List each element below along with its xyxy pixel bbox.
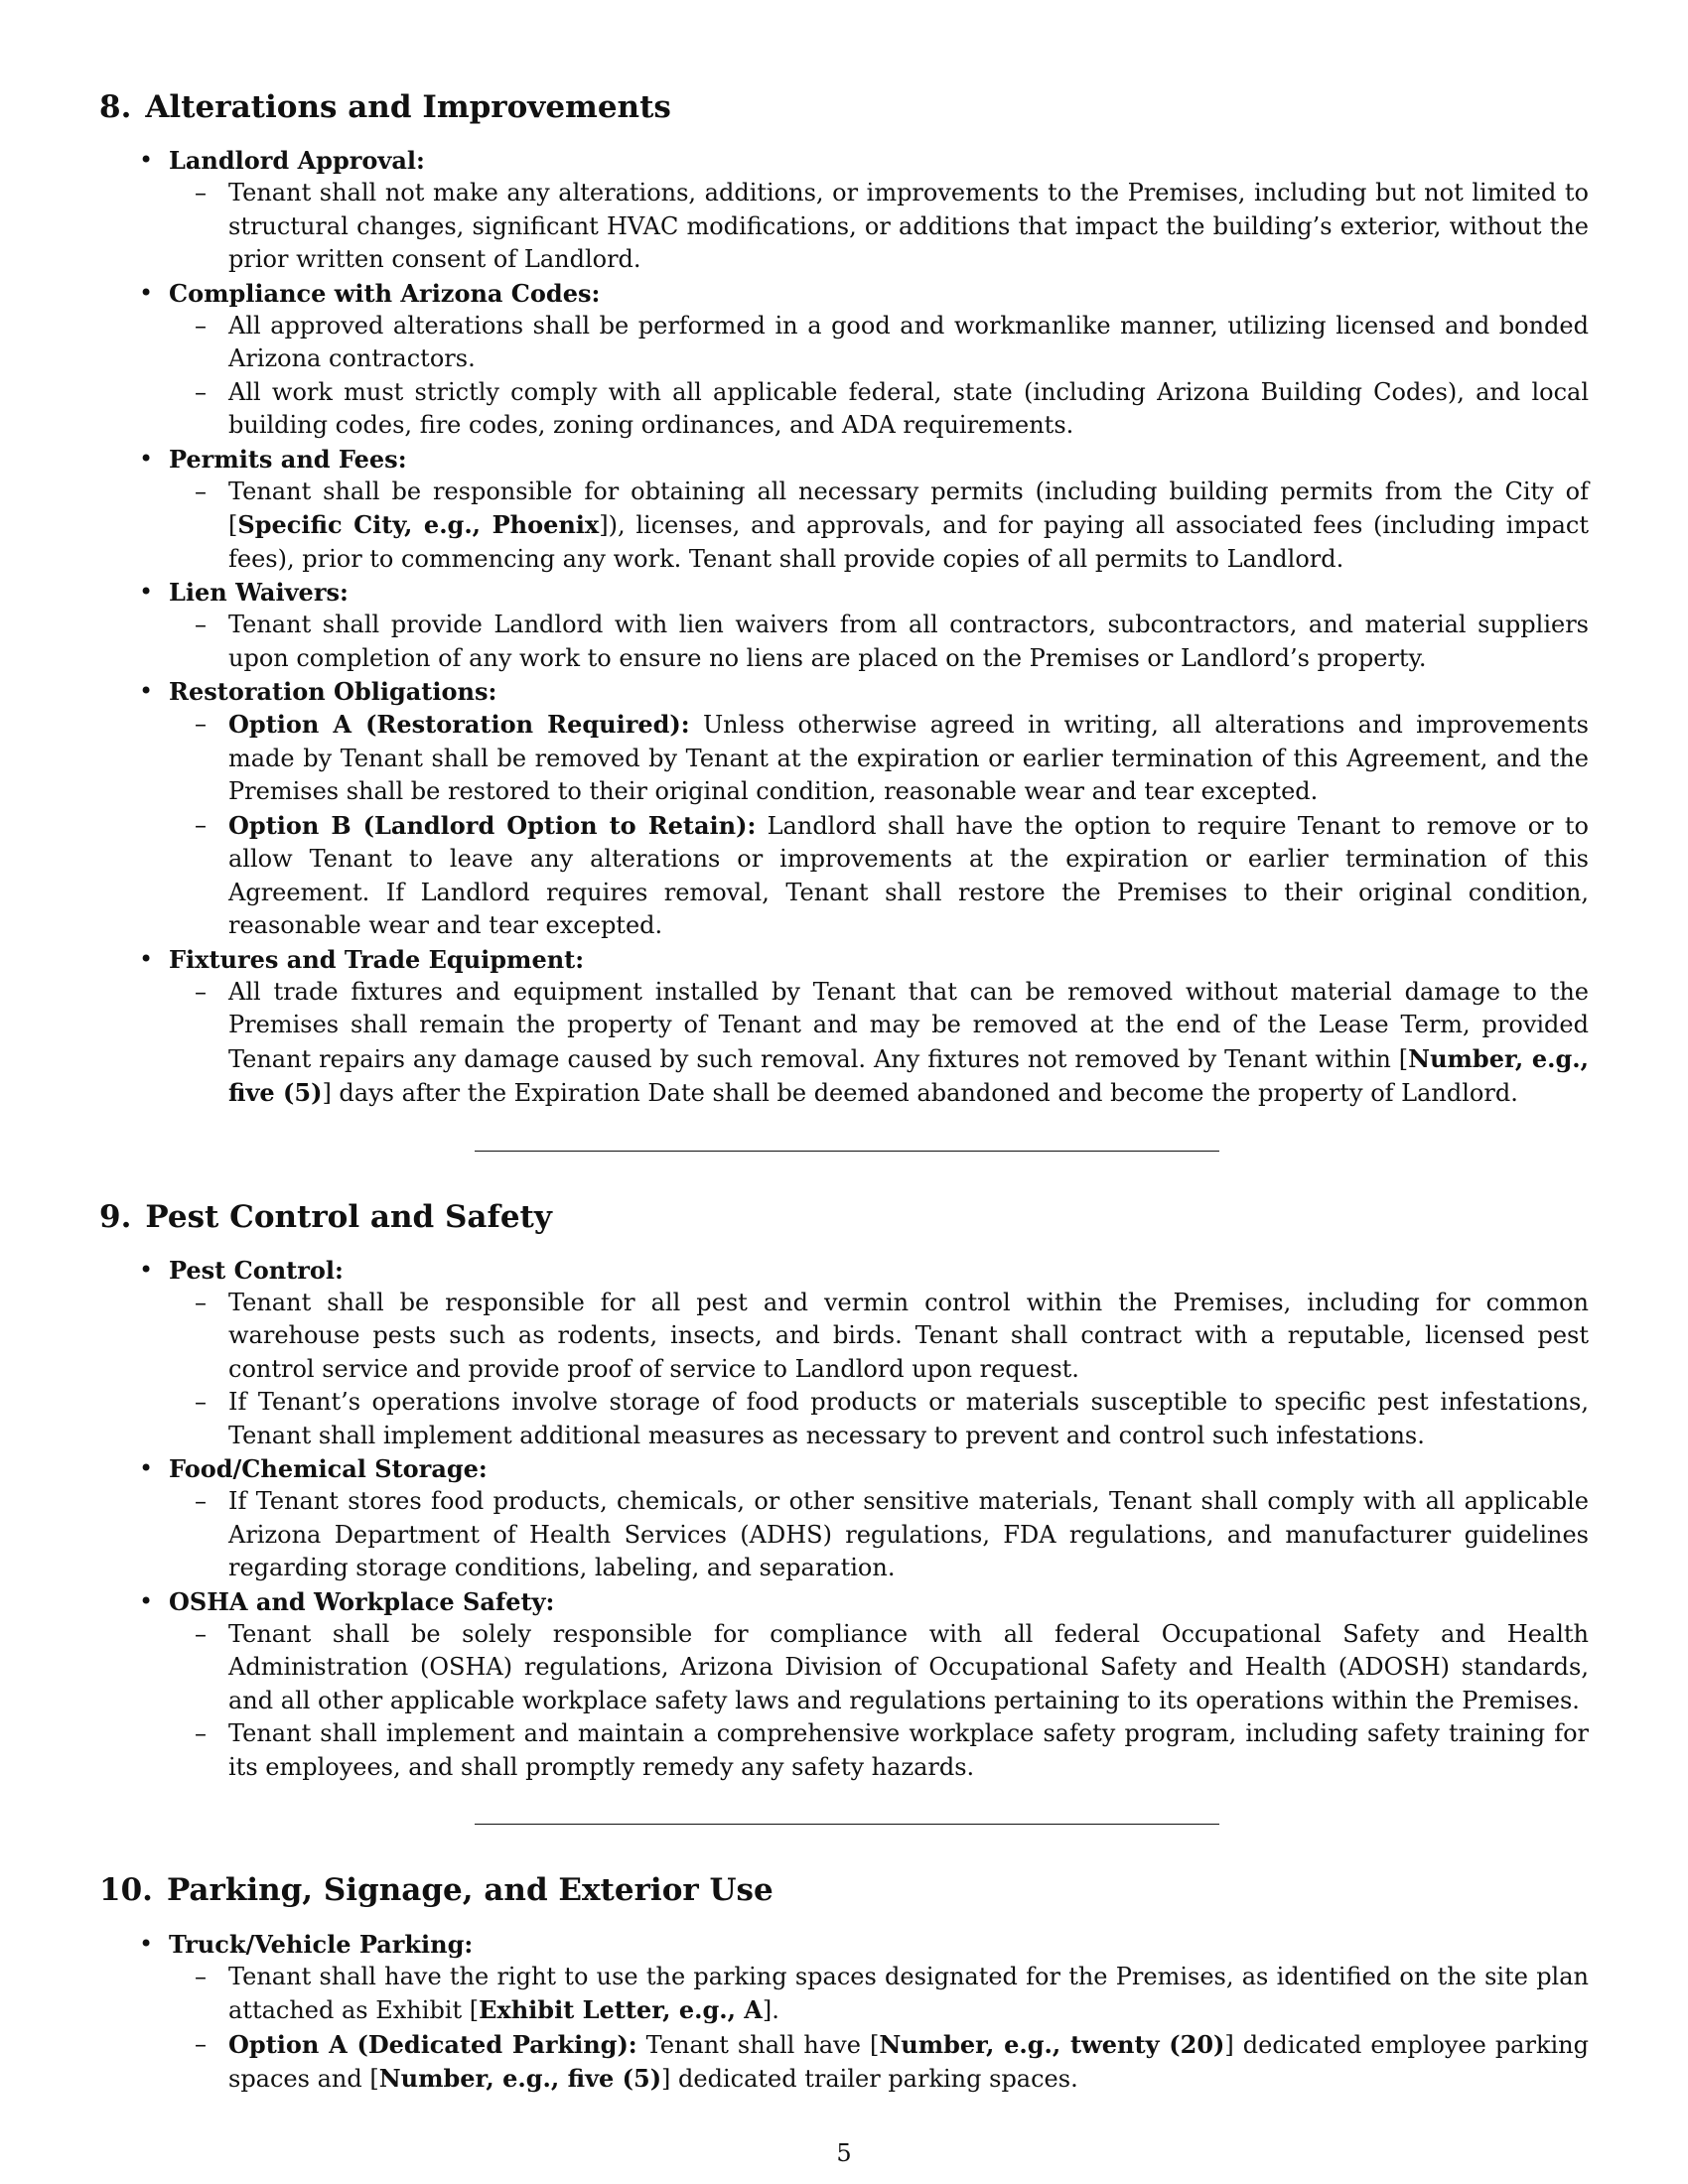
item-osha	[99, 1585, 1589, 1785]
sub-item: – All trade fixtures and equipment installed by Tenant that can be removed without material damage to the Premises shall remain the property of Tenant and may be removed at the end of the Lease Term, provided Tenant repairs any damage caused by such removal. Any fixtures not removed by Tenant within [Number, e.g., five (5)] days after the Expiration Date shall be deemed abandoned and become the property of Landlord.	[195, 977, 1590, 1108]
item-pest-control	[99, 1254, 1589, 1453]
section-number: 8.	[99, 89, 132, 125]
dash-icon: –	[195, 311, 207, 340]
bullet-icon: •	[139, 1929, 154, 1958]
sub-item: – Tenant shall be responsible for obtaining all necessary permits (including building permits from the City of [Specific City, e.g., Phoenix]), licenses, and approvals, and for paying all associated fees (including impact fees), prior to commencing any work. Tenant shall provide copies of all permits to Landlord.	[195, 477, 1589, 573]
sub-item: – Option A (Restoration Required): Unless otherwise agreed in writing, all alterations and improvements made by Tenant shall be removed by Tenant at the expiration or earlier termination of this Agreement, and the Premises shall be restored to their original condition, reasonable wear and tear excepted.	[195, 710, 1589, 806]
bold-run: Specific City, e.g., Phoenix	[237, 510, 600, 540]
document-page	[99, 89, 1589, 2097]
sub-item: – Tenant shall have the right to use the parking spaces designated for the Premises, as identified on the site plan attached as Exhibit [Exhibit Letter, e.g., A].	[195, 1962, 1589, 2025]
item-title: Truck/Vehicle Parking:	[169, 1929, 474, 1959]
dash-icon: –	[195, 179, 207, 207]
item-title: Fixtures and Trade Equipment:	[169, 944, 585, 974]
dash-icon: –	[195, 377, 207, 406]
bold-run: Option B (Landlord Option to Retain):	[228, 810, 757, 840]
item-permits	[99, 443, 1589, 577]
bullet-icon: •	[139, 1454, 154, 1483]
section-title: Alterations and Improvements	[145, 89, 671, 125]
dash-icon: –	[195, 1619, 207, 1648]
item-title: Compliance with Arizona Codes:	[169, 278, 601, 308]
section-title: Parking, Signage, and Exterior Use	[166, 1872, 774, 1909]
dash-icon: –	[195, 2029, 207, 2058]
bold-run: Number, e.g., five (5)	[378, 2064, 662, 2094]
item-title: Permits and Fees:	[169, 444, 407, 474]
section-8	[99, 89, 1589, 1111]
item-list	[99, 144, 1589, 1111]
item-food-chemical	[99, 1452, 1589, 1585]
item-restoration	[99, 675, 1589, 943]
section-number: 9.	[99, 1198, 132, 1235]
bold-run: Exhibit Letter, e.g., A	[479, 1995, 763, 2025]
bullet-icon: •	[139, 444, 154, 473]
item-title: Lien Waivers:	[169, 578, 349, 608]
sub-item: – Tenant shall implement and maintain a comprehensive workplace safety program, including safety training for its employees, and shall promptly remedy any safety hazards.	[195, 1719, 1589, 1781]
bold-run: Option A (Dedicated Parking):	[228, 2029, 637, 2059]
bold-run: Number, e.g., five (5)	[228, 1043, 1590, 1108]
section-9	[99, 1199, 1589, 1785]
item-list	[99, 1928, 1589, 2097]
item-title: Landlord Approval:	[169, 146, 425, 176]
sub-item: – Tenant shall be responsible for all pest and vermin control within the Premises, including for common warehouse pests such as rodents, insects, and birds. Tenant shall contract with a reputable, licensed pest control service and provide proof of service to Landlord upon request.	[195, 1288, 1589, 1383]
bullet-icon: •	[139, 1255, 154, 1284]
item-parking	[99, 1928, 1589, 2097]
section-number: 10.	[99, 1872, 153, 1909]
dash-icon: –	[195, 710, 207, 739]
sub-item: – If Tenant’s operations involve storage of food products or materials susceptible to specific pest infestations, Tenant shall implement additional measures as necessary to prevent and control such infestations.	[195, 1388, 1589, 1449]
item-title: Pest Control:	[169, 1255, 344, 1285]
dash-icon: –	[195, 1719, 207, 1748]
section-divider	[475, 1151, 1219, 1152]
dash-icon: –	[195, 1962, 207, 1990]
item-title: Restoration Obligations:	[169, 677, 497, 707]
bullet-icon: •	[139, 944, 154, 973]
section-10	[99, 1872, 1589, 2096]
dash-icon: –	[195, 477, 207, 505]
sub-item: – All approved alterations shall be performed in a good and workmanlike manner, utilizing licensed and bonded Arizona contractors.	[195, 311, 1589, 373]
item-lien-waivers	[99, 576, 1589, 675]
dash-icon: –	[195, 977, 207, 1006]
dash-icon: –	[195, 611, 207, 639]
sub-item: – Option B (Landlord Option to Retain): Landlord shall have the option to require Tenant to remove or to allow Tenant to leave any alterations or improvements at the expiration or earlier termination of this Agreement. If Landlord requires removal, Tenant shall restore the Premises to their original condition, reasonable wear and tear excepted.	[195, 810, 1589, 940]
dash-icon: –	[195, 1487, 207, 1516]
dash-icon: –	[195, 1388, 207, 1417]
sub-item: – If Tenant stores food products, chemicals, or other sensitive materials, Tenant shall comply with all applicable Arizona Department of Health Services (ADHS) regulations, FDA regulations, and manufacturer guidelines regarding storage conditions, labeling, and separation.	[195, 1487, 1589, 1582]
dash-icon: –	[195, 1288, 207, 1316]
sub-item: – All work must strictly comply with all applicable federal, state (including Arizona Building Codes), and local building codes, fire codes, zoning ordinances, and ADA requirements.	[195, 377, 1589, 440]
dash-icon: –	[195, 810, 207, 839]
sub-item: – Option A (Dedicated Parking): Tenant shall have [Number, e.g., twenty (20)] dedicated employee parking spaces and [Number, e.g., five (5)] dedicated trailer parking spaces.	[195, 2029, 1589, 2094]
bullet-icon: •	[139, 1586, 154, 1615]
bullet-icon: •	[139, 278, 154, 307]
section-heading	[99, 1199, 1589, 1236]
sub-item: – Tenant shall provide Landlord with lien waivers from all contractors, subcontractors, and material suppliers upon completion of any work to ensure no liens are placed on the Premises or Landlord’s property.	[195, 611, 1589, 672]
bold-run: Number, e.g., twenty (20)	[879, 2029, 1225, 2059]
bold-run: Option A (Restoration Required):	[228, 710, 690, 740]
section-divider	[475, 1824, 1219, 1825]
item-list	[99, 1254, 1589, 1785]
bullet-icon: •	[139, 578, 154, 607]
section-title: Pest Control and Safety	[145, 1198, 552, 1235]
sub-item: – Tenant shall be solely responsible for compliance with all federal Occupational Safety and Health Administration (OSHA) regulations, Arizona Division of Occupational Safety and Health (ADOSH) standards, and all other applicable workplace safety laws and regulations pertaining to its operations within the Premises.	[195, 1619, 1589, 1714]
sub-item: – Tenant shall not make any alterations, additions, or improvements to the Premises, including but not limited to structural changes, significant HVAC modifications, or additions that impact the building’s exterior, without the prior written consent of Landlord.	[195, 179, 1589, 274]
bullet-icon: •	[139, 146, 154, 175]
section-heading	[99, 1872, 1589, 1909]
item-landlord-approval	[99, 144, 1589, 277]
section-heading	[99, 89, 1589, 126]
item-title: Food/Chemical Storage:	[169, 1454, 488, 1484]
page-number: 5	[836, 2139, 852, 2167]
item-title: OSHA and Workplace Safety:	[169, 1586, 555, 1616]
item-fixtures	[99, 943, 1589, 1111]
item-compliance	[99, 277, 1589, 443]
bullet-icon: •	[139, 677, 154, 706]
